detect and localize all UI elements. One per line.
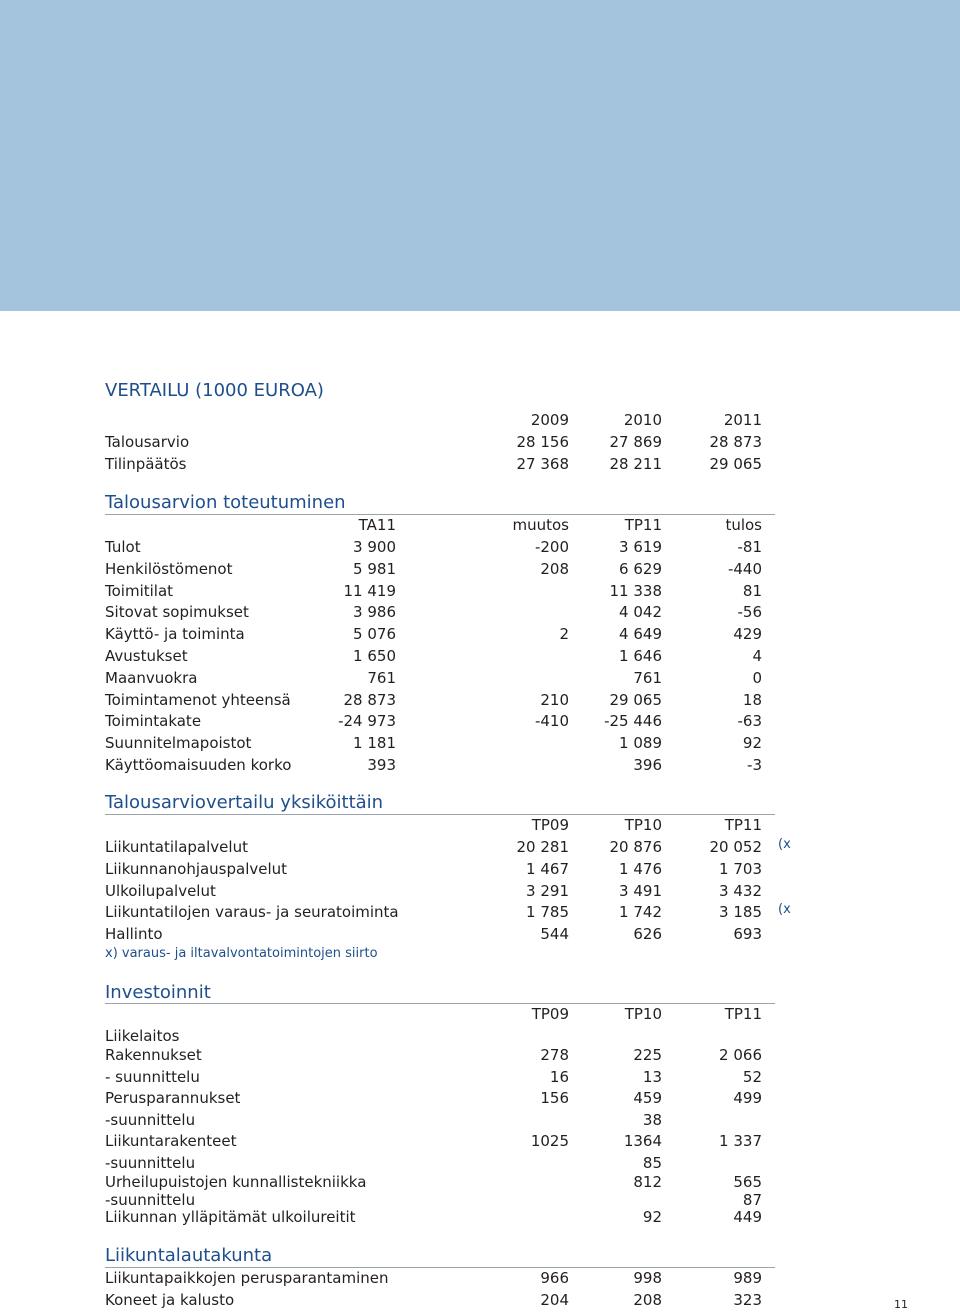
cell-value: 761 <box>633 668 662 687</box>
cell-value: 966 <box>540 1269 569 1287</box>
row-label: Ulkoilupalvelut <box>105 881 216 900</box>
section-heading-lautakunta: Liikuntalautakunta <box>105 1245 273 1266</box>
column-header: TP09 <box>531 1005 569 1023</box>
cell-value: 3 986 <box>353 603 396 622</box>
page-number: 11 <box>894 1298 908 1311</box>
cell-value: 1 337 <box>719 1132 762 1150</box>
cell-value: 2 <box>559 625 569 644</box>
row-label: Koneet ja kalusto <box>105 1291 235 1309</box>
section-heading-toteutuminen: Talousarvion toteutuminen <box>105 492 346 513</box>
cell-value: 5 981 <box>353 559 396 578</box>
cell-value: -81 <box>737 538 762 556</box>
cell-value: 1 703 <box>719 859 762 878</box>
cell-value: 1 476 <box>619 859 662 878</box>
cell-value: -3 <box>747 756 762 774</box>
column-header: muutos <box>512 516 569 534</box>
row-label: Toimintakate <box>105 712 202 731</box>
cell-value: 565 <box>733 1173 762 1191</box>
cell-value: 693 <box>733 925 762 944</box>
cell-value: 11 419 <box>343 581 396 600</box>
column-header: TA11 <box>358 516 396 534</box>
cell-value: 544 <box>540 925 569 944</box>
cell-value: 3 491 <box>619 881 662 900</box>
cell-value: 4 649 <box>619 625 662 644</box>
cell-value: 52 <box>742 1068 762 1086</box>
year-header: 2011 <box>723 411 762 429</box>
row-label: Henkilöstömenot <box>105 559 233 578</box>
row-label: Liikuntatilojen varaus- ja seuratoiminta <box>105 903 399 922</box>
row-label: - suunnittelu <box>105 1068 200 1086</box>
cell-value: 85 <box>642 1154 662 1172</box>
cell-value: 812 <box>633 1173 662 1191</box>
cell-value: 27 368 <box>516 455 569 473</box>
cell-value: 13 <box>642 1068 662 1086</box>
cell-value: 225 <box>633 1046 662 1064</box>
row-label: Liikuntapaikkojen perusparantaminen <box>105 1269 389 1287</box>
row-label: Tulot <box>105 538 141 556</box>
page-title: VERTAILU (1000 EUROA) <box>105 380 324 401</box>
cell-value: 81 <box>742 581 762 600</box>
cell-value: 20 052 <box>709 838 762 856</box>
row-label: Talousarvio <box>105 433 190 451</box>
row-label: Liikunnanohjauspalvelut <box>105 859 288 878</box>
row-label: Liikuntarakenteet <box>105 1132 237 1150</box>
row-label: Avustukset <box>105 647 188 665</box>
row-label: Käyttö- ja toiminta <box>105 625 245 644</box>
cell-value: 16 <box>549 1068 569 1086</box>
cell-value: -200 <box>534 538 569 556</box>
column-header: TP10 <box>624 816 662 834</box>
cell-value: -25 446 <box>604 712 662 731</box>
column-header: TP11 <box>624 516 662 534</box>
section-heading-investoinnit: Investoinnit <box>105 982 211 1003</box>
column-header: tulos <box>725 516 762 534</box>
cell-value: 208 <box>540 559 569 578</box>
header-banner <box>0 0 960 311</box>
cell-value: 3 432 <box>719 881 762 900</box>
cell-value: 989 <box>733 1269 762 1287</box>
cell-value: 27 869 <box>609 433 662 451</box>
cell-value: 28 873 <box>709 433 762 451</box>
cell-value: 1 650 <box>353 647 396 665</box>
cell-value: 4 <box>752 647 762 665</box>
cell-value: 393 <box>367 756 396 774</box>
cell-value: -24 973 <box>338 712 396 731</box>
cell-value: 1 467 <box>526 859 569 878</box>
cell-value: 2 066 <box>719 1046 762 1064</box>
year-header: 2009 <box>530 411 569 429</box>
row-label: Urheilupuistojen kunnallistekniikka <box>105 1173 367 1191</box>
cell-value: 0 <box>752 668 762 687</box>
cell-value: 998 <box>633 1269 662 1287</box>
cell-value: -440 <box>727 559 762 578</box>
cell-value: 4 042 <box>619 603 662 622</box>
cell-value: 1 646 <box>619 647 662 665</box>
cell-value: 278 <box>540 1046 569 1064</box>
cell-value: -56 <box>737 603 762 622</box>
cell-value: 28 156 <box>516 433 569 451</box>
footnote-marker: (x <box>778 902 791 918</box>
row-label: Hallinto <box>105 925 163 944</box>
row-label: Toimitilat <box>105 581 174 600</box>
cell-value: -410 <box>534 712 569 731</box>
cell-value: -63 <box>737 712 762 731</box>
column-header: TP10 <box>624 1005 662 1023</box>
cell-value: 1 785 <box>526 903 569 922</box>
row-label: Sitovat sopimukset <box>105 603 249 622</box>
cell-value: 396 <box>633 756 662 774</box>
cell-value: 87 <box>742 1191 762 1209</box>
cell-value: 20 281 <box>516 838 569 856</box>
cell-value: 429 <box>733 625 762 644</box>
cell-value: 1364 <box>623 1132 662 1150</box>
row-label: Toimintamenot yhteensä <box>105 690 291 709</box>
section-rule <box>105 814 775 815</box>
cell-value: 38 <box>642 1111 662 1129</box>
cell-value: 20 876 <box>609 838 662 856</box>
year-header: 2010 <box>623 411 662 429</box>
cell-value: 626 <box>633 925 662 944</box>
row-label: -suunnittelu <box>105 1191 196 1209</box>
cell-value: 208 <box>633 1291 662 1309</box>
cell-value: 156 <box>540 1089 569 1107</box>
cell-value: 3 291 <box>526 881 569 900</box>
cell-value: 3 900 <box>353 538 396 556</box>
cell-value: 29 065 <box>709 455 762 473</box>
cell-value: 11 338 <box>609 581 662 600</box>
cell-value: 3 185 <box>719 903 762 922</box>
row-label: Liikunnan ylläpitämät ulkoilureitit <box>105 1208 356 1226</box>
row-label: -suunnittelu <box>105 1111 196 1129</box>
row-label: Liikelaitos <box>105 1027 180 1045</box>
row-label: -suunnittelu <box>105 1154 196 1172</box>
footnote: x) varaus- ja iltavalvontatoimintojen siirto <box>105 946 378 961</box>
row-label: Tilinpäätös <box>105 455 187 473</box>
cell-value: 1025 <box>530 1132 569 1150</box>
cell-value: 3 619 <box>619 538 662 556</box>
row-label: Maanvuokra <box>105 668 198 687</box>
cell-value: 499 <box>733 1089 762 1107</box>
cell-value: 28 873 <box>343 690 396 709</box>
cell-value: 459 <box>633 1089 662 1107</box>
section-heading-yksikoittain: Talousarviovertailu yksiköittäin <box>105 792 384 813</box>
cell-value: 18 <box>742 690 762 709</box>
column-header: TP11 <box>724 1005 762 1023</box>
section-rule <box>105 514 775 515</box>
cell-value: 323 <box>733 1291 762 1309</box>
row-label: Rakennukset <box>105 1046 202 1064</box>
row-label: Perusparannukset <box>105 1089 241 1107</box>
row-label: Liikuntatilapalvelut <box>105 838 248 856</box>
row-label: Käyttöomaisuuden korko <box>105 756 292 774</box>
cell-value: 29 065 <box>609 690 662 709</box>
column-header: TP09 <box>531 816 569 834</box>
row-label: Suunnitelmapoistot <box>105 734 252 753</box>
column-header: TP11 <box>724 816 762 834</box>
cell-value: 1 181 <box>353 734 396 753</box>
footnote-marker: (x <box>778 837 791 852</box>
cell-value: 92 <box>642 1208 662 1226</box>
cell-value: 28 211 <box>609 455 662 473</box>
cell-value: 761 <box>367 668 396 687</box>
section-rule <box>105 1003 775 1004</box>
cell-value: 92 <box>742 734 762 753</box>
cell-value: 1 742 <box>619 903 662 922</box>
section-rule <box>105 1267 775 1268</box>
cell-value: 1 089 <box>619 734 662 753</box>
cell-value: 6 629 <box>619 559 662 578</box>
cell-value: 5 076 <box>353 625 396 644</box>
cell-value: 210 <box>540 690 569 709</box>
cell-value: 449 <box>733 1208 762 1226</box>
cell-value: 204 <box>540 1291 569 1309</box>
